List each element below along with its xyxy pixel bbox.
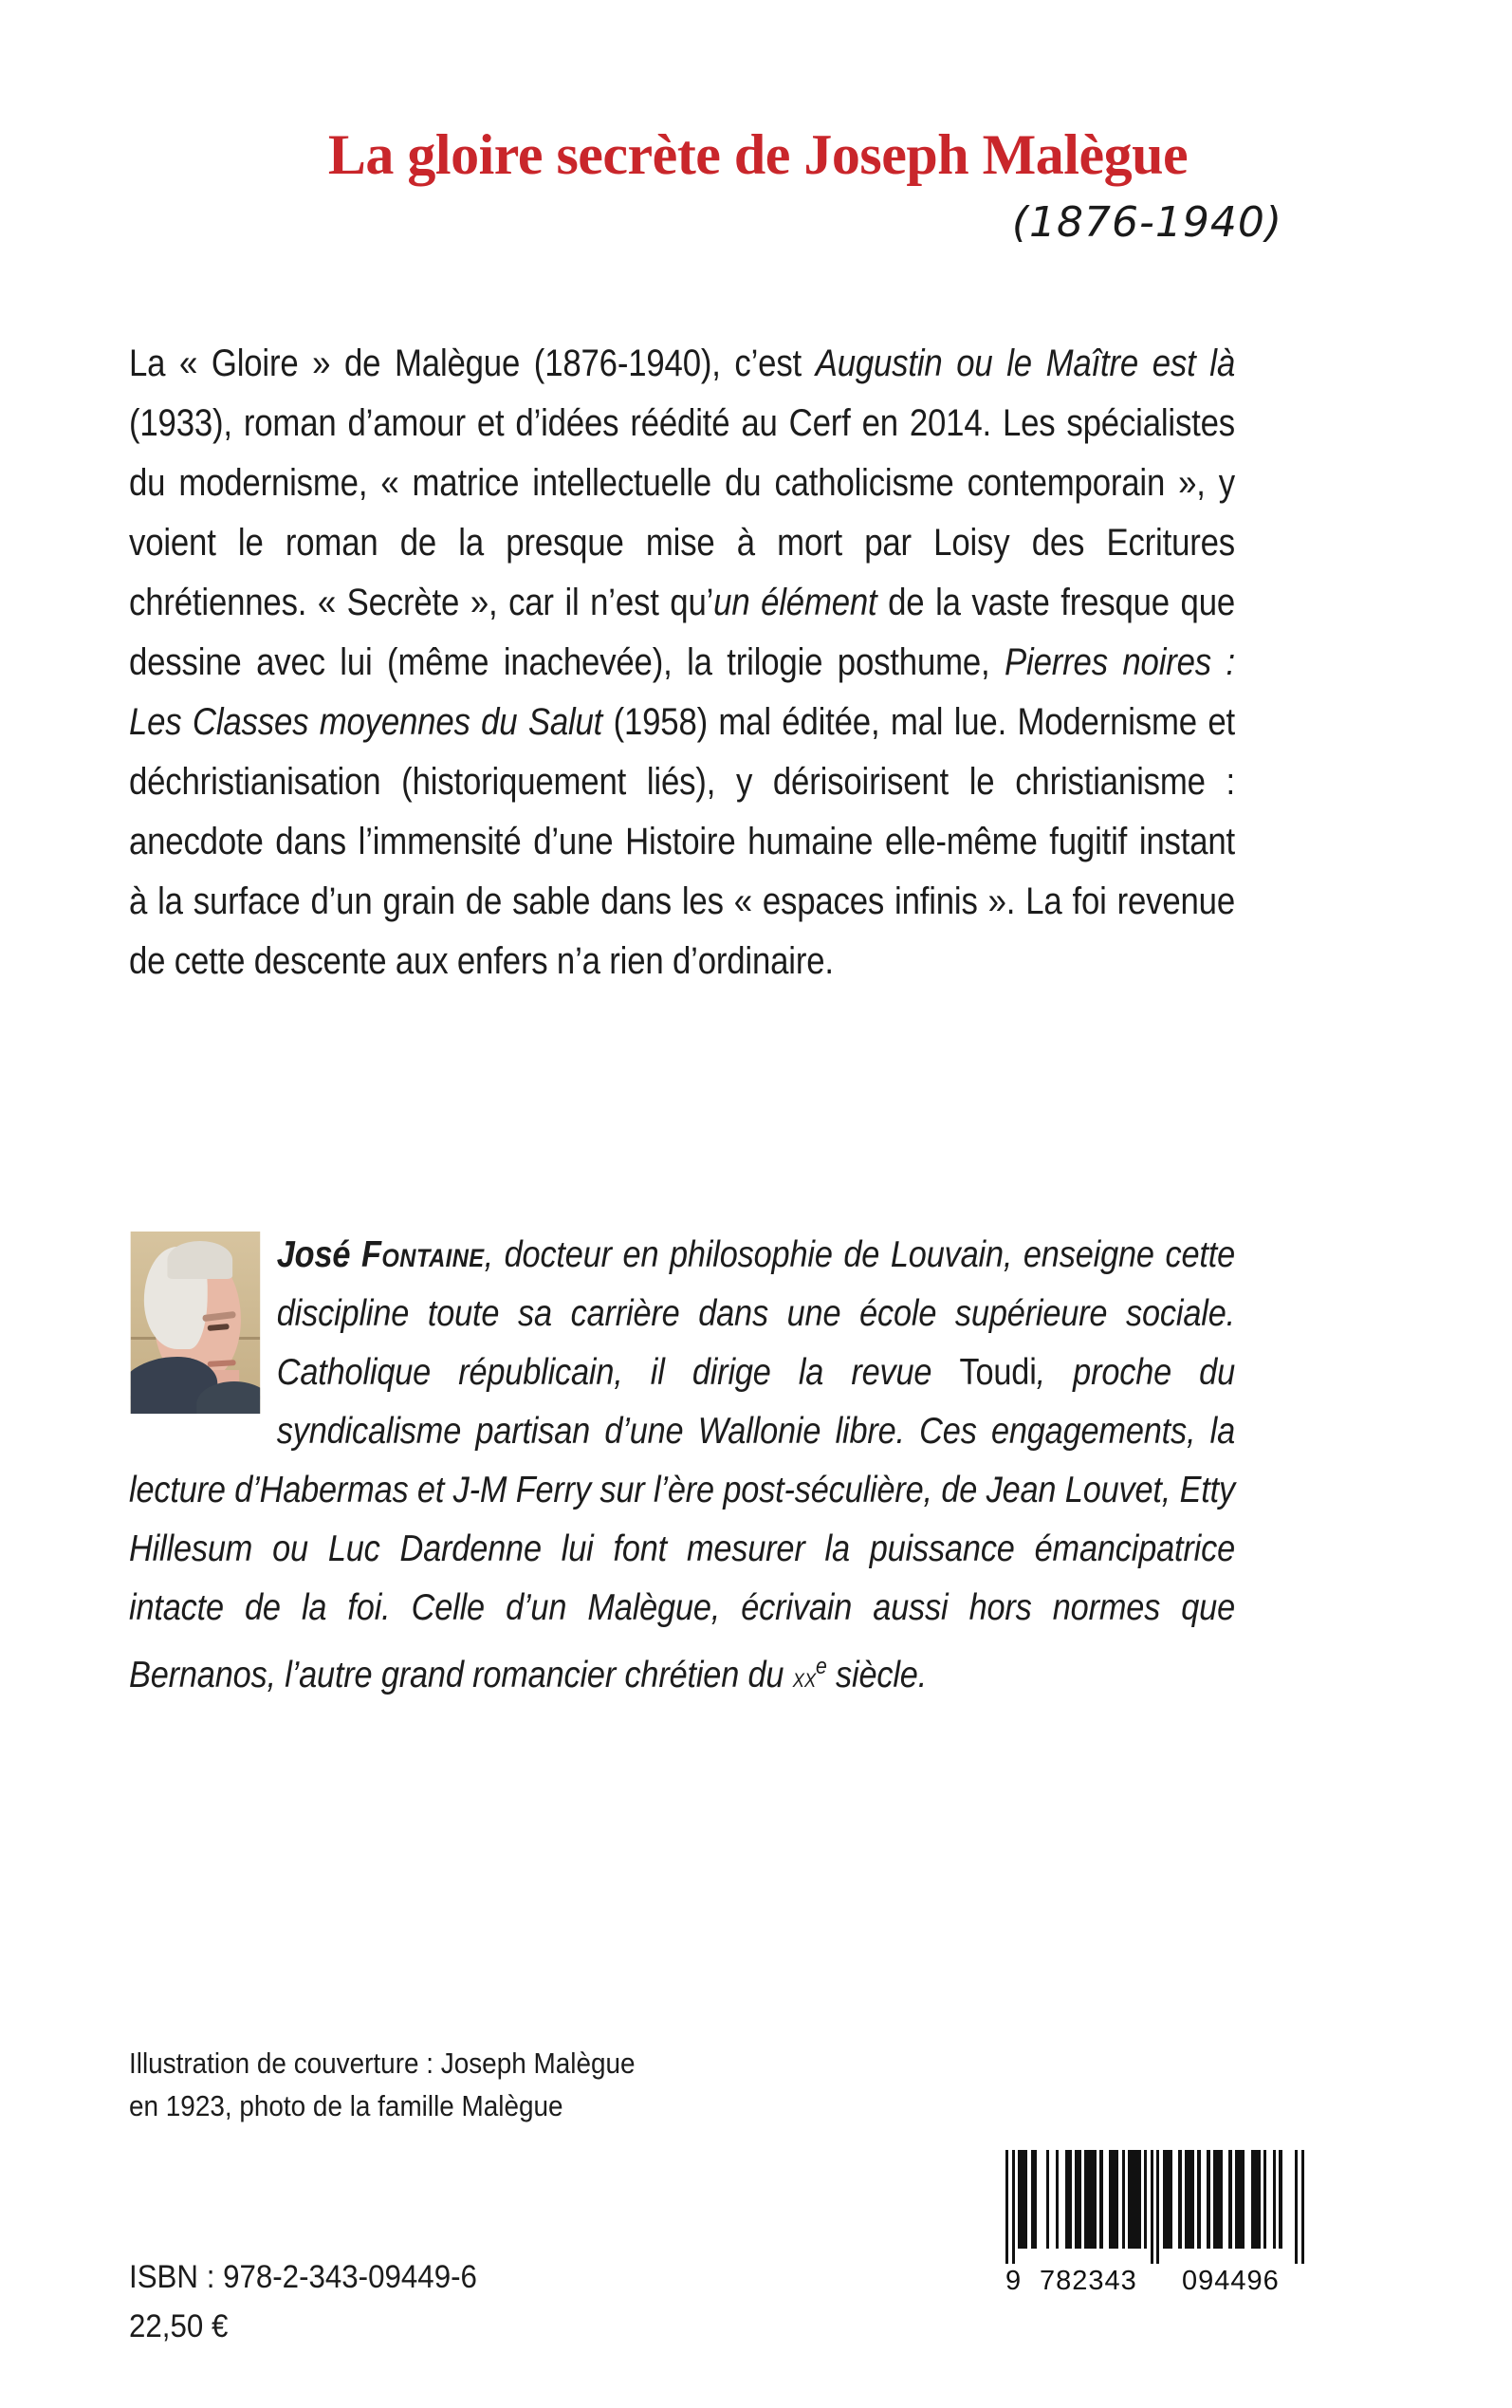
barcode-bar	[1235, 2150, 1245, 2249]
price-text: 22,50 €	[129, 2308, 229, 2344]
barcode-bar	[1295, 2150, 1298, 2264]
bio-segment-2: , proche du syndicalisme partisan d’une Wallonie libre. Ces engagements, la lecture d’Habermas et J-M Ferry sur l’ère post-séculière, de Jean Louvet, Etty Hillesum ou Luc Dardenne lui font mesurer la puissance émancipatrice intacte de la foi. Celle d’un Malègue, écrivain aussi hors normes que Bernanos, l’autre grand romancier chrétien du	[129, 1352, 1236, 1695]
barcode-bar	[1012, 2150, 1015, 2264]
bio-segment-3: siècle.	[826, 1655, 928, 1695]
credit-line-2: en 1923, photo de la famille Malègue	[129, 2089, 563, 2122]
barcode-bar	[1065, 2150, 1072, 2249]
author-portrait-photo	[131, 1232, 260, 1414]
blurb-emphasis-un-element: un élément	[713, 582, 877, 623]
isbn-text: ISBN : 978-2-343-09449-6	[129, 2259, 477, 2295]
author-last-name: Fontaine	[360, 1234, 485, 1275]
barcode-bar	[1301, 2150, 1304, 2264]
barcode-bar	[1273, 2150, 1276, 2249]
bio-century-ordinal-suffix: e	[815, 1654, 827, 1679]
barcode-digit-group-1: 9	[1005, 2266, 1023, 2296]
title-block	[129, 125, 1387, 247]
barcode-bar	[1207, 2150, 1209, 2249]
barcode-bar	[1099, 2150, 1102, 2249]
barcode-bar	[1151, 2150, 1153, 2264]
blurb-work-title-pierres-noires: Pierres noires : Les Classes moyennes du Salut	[129, 641, 1235, 743]
barcode-digit-group-2: 782343	[1040, 2266, 1137, 2296]
barcode-bar	[1056, 2150, 1059, 2249]
photo-hair-top	[167, 1241, 232, 1279]
blurb-segment-3: de la vaste fresque que dessine avec lui (même inachevée), la trilogie posthume,	[129, 582, 1236, 683]
bio-century-numeral: xx	[792, 1661, 816, 1694]
barcode-bar	[1156, 2150, 1159, 2264]
barcode-bar	[1178, 2150, 1181, 2249]
barcode-bar	[1251, 2150, 1261, 2249]
barcode-bar	[1185, 2150, 1194, 2249]
barcode-bar	[1046, 2150, 1049, 2249]
barcode-bar	[1228, 2150, 1231, 2249]
blurb-segment-2: (1933), roman d’amour et d’idées réédité au Cerf en 2014. Les spécialistes du modernisme, « matrice intellectuelle du catholicisme contemporain », y voient le roman de la presque mise à mort par Loisy des Ecritures chrétiennes. « Secrète », car il n’est qu’	[129, 402, 1235, 623]
page-title: La gloire secrète de Joseph Malègue	[327, 123, 1189, 186]
barcode-bar	[1084, 2150, 1097, 2249]
ean13-barcode	[1005, 2150, 1304, 2300]
author-first-name: José	[276, 1234, 361, 1275]
author-life-dates: (1876-1940)	[1011, 198, 1282, 247]
barcode-bar	[1018, 2150, 1027, 2249]
barcode-bars	[1005, 2150, 1304, 2264]
bio-journal-name-toudi: Toudi	[959, 1352, 1037, 1393]
barcode-bar	[1005, 2150, 1008, 2264]
barcode-bar	[1128, 2150, 1140, 2249]
barcode-bar	[1109, 2150, 1118, 2249]
barcode-bar	[1144, 2150, 1147, 2249]
barcode-bar	[1213, 2150, 1223, 2249]
cover-illustration-credit	[129, 2042, 778, 2127]
barcode-bar	[1279, 2150, 1282, 2249]
blurb-segment-1: La « Gloire » de Malègue (1876-1940), c’est	[129, 343, 816, 384]
barcode-bar	[1263, 2150, 1266, 2249]
barcode-digits	[1005, 2264, 1304, 2296]
isbn-price-block	[129, 2252, 477, 2351]
barcode-bar	[1031, 2150, 1038, 2249]
barcode-bar	[1197, 2150, 1200, 2249]
blurb-segment-4: (1958) mal éditée, mal lue. Modernisme et déchristianisation (historiquement liés), y dérisoirisent le christianisme : anecdote dans l’immensité d’une Histoire humaine elle-même fugitif instant à la surface d’un grain de sable dans les « espaces infinis ». La foi revenue de cette descente aux enfers n’a rien d’ordinaire.	[129, 701, 1235, 982]
barcode-bar	[1163, 2150, 1172, 2249]
barcode-bar	[1075, 2150, 1081, 2249]
barcode-digit-group-3: 094496	[1182, 2266, 1280, 2296]
barcode-bar	[1122, 2150, 1125, 2249]
blurb-work-title-augustin: Augustin ou le Maître est là	[815, 343, 1235, 384]
bio-segment-1: , docteur en philosophie de Louvain, enseigne cette discipline toute sa carrière dans une école supérieure sociale. Catholique républicain, il dirige la revue	[276, 1234, 1236, 1393]
credit-line-1: Illustration de couverture : Joseph Malègue	[129, 2047, 636, 2080]
author-bio	[129, 1226, 1235, 1707]
back-cover-blurb	[129, 334, 1235, 991]
